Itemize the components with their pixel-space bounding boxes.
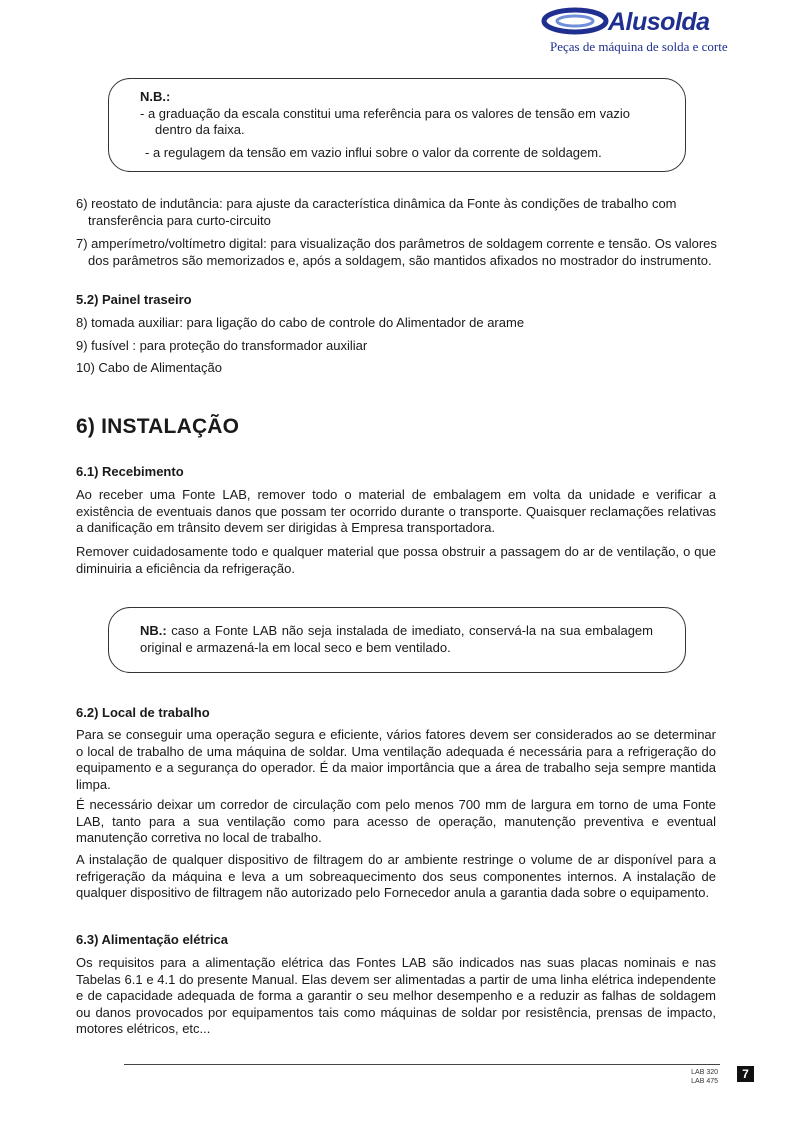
list-item-8: 8) tomada auxiliar: para ligação do cabo de controle do Alimentador de arame [76,315,525,330]
note-bullet-cont: dentro da faixa. [155,122,245,137]
list-item-7: 7) amperímetro/voltímetro digital: para visualização dos parâmetros de soldagem corrente e tensão. Os valores [76,236,717,251]
section-heading-5-2: 5.2) Painel traseiro [76,292,192,307]
list-item-6: 6) reostato de indutância: para ajuste da característica dinâmica da Fonte às condições de trabalho com [76,196,677,211]
note-box-1 [108,78,686,172]
page-number: 7 [737,1066,754,1082]
section-heading-6-3: 6.3) Alimentação elétrica [76,932,228,947]
chapter-title: 6) INSTALAÇÃO [76,415,240,438]
note-text [140,623,653,656]
footer-models [680,1068,718,1086]
model-label: LAB 320 [691,1069,718,1076]
section-heading-6-1: 6.1) Recebimento [76,464,184,479]
paragraph: É necessário deixar um corredor de circulação com pelo menos 700 mm de largura em torno de uma Fonte LAB, tanto para a sua ventilação como para acesso de operação, manutenção preventiva e eventual manutenção corretiva no local de trabalho. [76,797,716,845]
list-item-7-cont: dos parâmetros são memorizados e, após a soldagem, são mantidos afixados no mostrador do instrumento. [88,253,712,268]
note-bullet: - a graduação da escala constitui uma referência para os valores de tensão em vazio [140,106,630,121]
list-item-9: 9) fusível : para proteção do transformador auxiliar [76,338,368,353]
note-title: N.B.: [140,89,171,104]
footer-rule [124,1064,720,1065]
logo-swoosh-icon [540,6,610,40]
logo-tagline: Peças de máquina de solda e corte [550,39,728,54]
paragraph: Os requisitos para a alimentação elétrica das Fontes LAB são indicados nas suas placas nominais e nas Tabelas 6.1 e 4.1 do presente Manual. Elas devem ser alimentadas a partir de uma linha elétrica independente e de capacidade adequada de forma a garantir o seu melhor desempenho e a reduzir as falhas de soldagem ou danos provocados por equipamentos tais como máquinas de soldar por resistência, prensas de impacto, motores elétricos, etc... [76,955,716,1036]
section-heading-6-2: 6.2) Local de trabalho [76,705,210,720]
brand-logo [540,6,780,56]
list-item-6-cont: transferência para curto-circuito [88,213,271,228]
note-title: NB.: [140,623,167,638]
list-item-10: 10) Cabo de Alimentação [76,360,222,375]
model-label: LAB 475 [691,1078,718,1085]
logo-text: Alusolda [608,8,710,36]
note-box-2 [108,607,686,673]
paragraph: A instalação de qualquer dispositivo de filtragem do ar ambiente restringe o volume de ar disponível para a refrigeração da máquina e leva a um sobreaquecimento dos seus componentes internos. A instalação de qualquer dispositivo de filtragem não autorizado pelo Fornecedor anula a garantia dada sobre o equipamento. [76,852,716,900]
paragraph: Ao receber uma Fonte LAB, remover todo o material de embalagem em volta da unidade e verificar a existência de eventuais danos que possam ter ocorrido durante o transporte. Quaisquer reclamações relativas a danificação em trânsito devem ser dirigidas à Empresa transportadora. [76,487,716,535]
note-bullet: - a regulagem da tensão em vazio influi sobre o valor da corrente de soldagem. [145,145,602,160]
paragraph: Remover cuidadosamente todo e qualquer material que possa obstruir a passagem do ar de ventilação, o que diminuiria a eficiência da refrigeração. [76,544,716,576]
note-body: caso a Fonte LAB não seja instalada de imediato, conservá-la na sua embalagem original e armazená-la em local seco e bem ventilado. [140,623,653,655]
paragraph: Para se conseguir uma operação segura e eficiente, vários fatores devem ser considerados ao se determinar o local de trabalho de uma máquina de soldar. Uma ventilação adequada é necessária para a refrigeração do equipamento e a segurança do operador. É da maior importância que a área de trabalho seja sempre mantida limpa. [76,727,716,792]
